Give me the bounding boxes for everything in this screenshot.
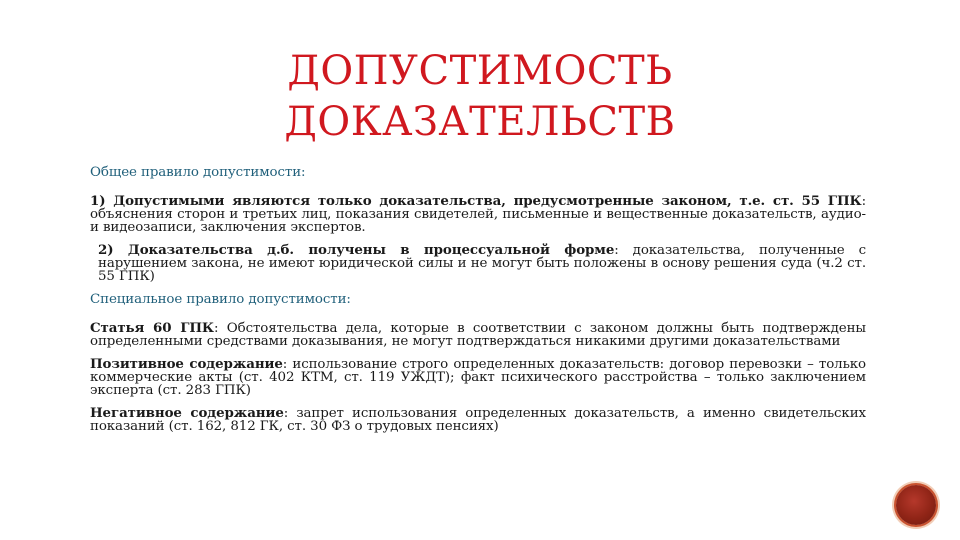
general-rule-item-1 (90, 195, 866, 234)
item-2-bold: 2) Доказательства д.б. получены в процессуальной форме (98, 242, 615, 258)
item-2-text: : доказательства, полученные с нарушением закона, не имеют юридической силы и не могут быть положены в основу решения суда (ч.2 ст. 55 ГПК) (98, 243, 866, 284)
title-line-1: ДОПУСТИМОСТЬ (287, 48, 673, 94)
general-rule-heading: Общее правило допустимости: (90, 165, 306, 180)
slide-title (0, 46, 960, 148)
item-1-text: : объяснения сторон и третьих лиц, показания свидетелей, письменные и вещественные доказательств, аудио- и видеозаписи, заключения экспертов. (90, 194, 866, 235)
positive-content-paragraph (90, 358, 866, 397)
article-60-paragraph (90, 322, 866, 348)
negative-content-text: : запрет использования определенных доказательств, а именно свидетельских показаний (ст. 162, 812 ГК, ст. 30 ФЗ о трудовых пенсиях) (90, 406, 866, 434)
positive-content-bold: Позитивное содержание (90, 356, 283, 372)
general-rule-item-2 (90, 244, 866, 283)
article-60-bold: Статья 60 ГПК (90, 320, 214, 336)
slide-body (90, 166, 866, 443)
title-line-2: ДОКАЗАТЕЛЬСТВ (284, 99, 676, 145)
item-1-bold: 1) Допустимыми являются только доказательства, предусмотренные законом, т.е. ст. 55 ГПК (90, 193, 862, 209)
positive-content-text: : использование строго определенных доказательств: договор перевозки – только коммерческие акты (ст. 402 КТМ, ст. 119 УЖДТ); факт психического расстройства – только заключением эксперта (ст. 283 ГПК) (90, 357, 866, 398)
negative-content-bold: Негативное содержание (90, 405, 284, 421)
article-60-text: : Обстоятельства дела, которые в соответствии с законом должны быть подтверждены определенными средствами доказывания, не могут подтверждаться никакими другими доказательствами (90, 321, 866, 349)
negative-content-paragraph (90, 407, 866, 433)
special-rule-heading: Специальное правило допустимости: (90, 292, 351, 307)
page-number-badge (896, 485, 936, 525)
